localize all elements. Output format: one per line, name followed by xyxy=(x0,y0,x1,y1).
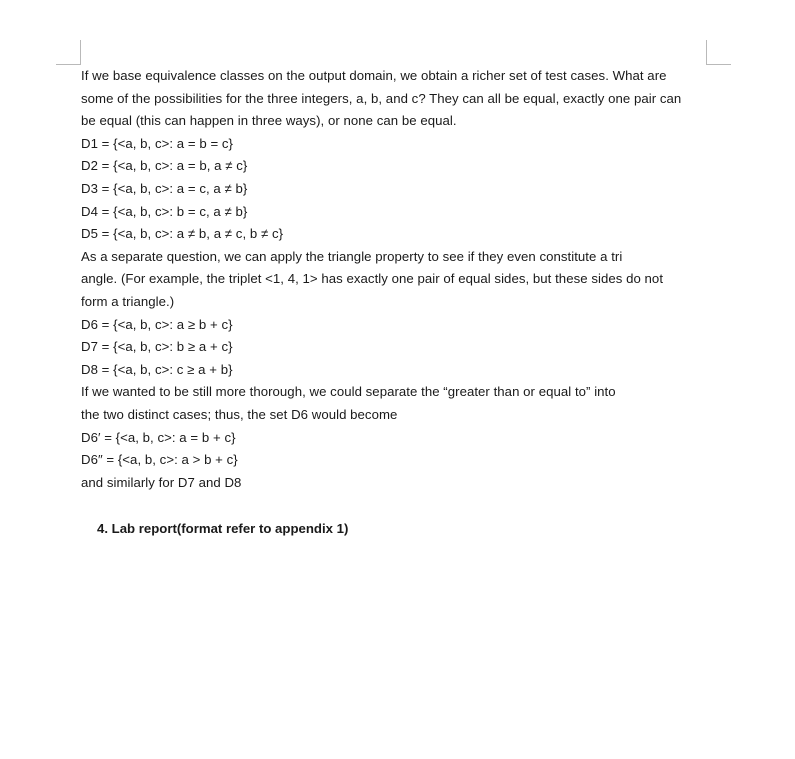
set-definition-d7: D7 = {<a, b, c>: b ≥ a + c} xyxy=(81,339,233,355)
paragraph-line: form a triangle.) xyxy=(81,293,175,309)
set-definition-d2: D2 = {<a, b, c>: a = b, a ≠ c} xyxy=(81,158,248,174)
paragraph-line: the two distinct cases; thus, the set D6 would become xyxy=(81,406,398,422)
set-definition-d6: D6 = {<a, b, c>: a ≥ b + c} xyxy=(81,316,233,332)
set-definition-d4: D4 = {<a, b, c>: b = c, a ≠ b} xyxy=(81,203,248,219)
set-definition-d3: D3 = {<a, b, c>: a = c, a ≠ b} xyxy=(81,180,248,196)
paragraph-line: be equal (this can happen in three ways), or none can be equal. xyxy=(81,113,457,129)
document-body xyxy=(81,65,721,494)
paragraph-line: some of the possibilities for the three integers, a, b, and c? They can all be equal, exactly one pair can xyxy=(81,90,682,106)
set-definition-d8: D8 = {<a, b, c>: c ≥ a + b} xyxy=(81,361,233,377)
set-definition-d6-prime: D6′ = {<a, b, c>: a = b + c} xyxy=(81,429,236,445)
page-corner-mark-top-left xyxy=(56,40,81,65)
paragraph-line: If we wanted to be still more thorough, we could separate the “greater than or equal to” into xyxy=(81,384,616,400)
set-definition-d6-double-prime: D6″ = {<a, b, c>: a > b + c} xyxy=(81,452,238,468)
page-corner-mark-top-right xyxy=(706,40,731,65)
set-definition-d1: D1 = {<a, b, c>: a = b = c} xyxy=(81,135,234,151)
paragraph-line: As a separate question, we can apply the triangle property to see if they even constitute a tri xyxy=(81,248,623,264)
paragraph-line: and similarly for D7 and D8 xyxy=(81,474,242,490)
paragraph-line: If we base equivalence classes on the output domain, we obtain a richer set of test cases. What are xyxy=(81,68,667,83)
section-heading: 4. Lab report(format refer to appendix 1) xyxy=(97,521,349,536)
paragraph-line: angle. (For example, the triplet <1, 4, 1> has exactly one pair of equal sides, but these sides do not xyxy=(81,271,664,287)
set-definition-d5: D5 = {<a, b, c>: a ≠ b, a ≠ c, b ≠ c} xyxy=(81,226,284,242)
